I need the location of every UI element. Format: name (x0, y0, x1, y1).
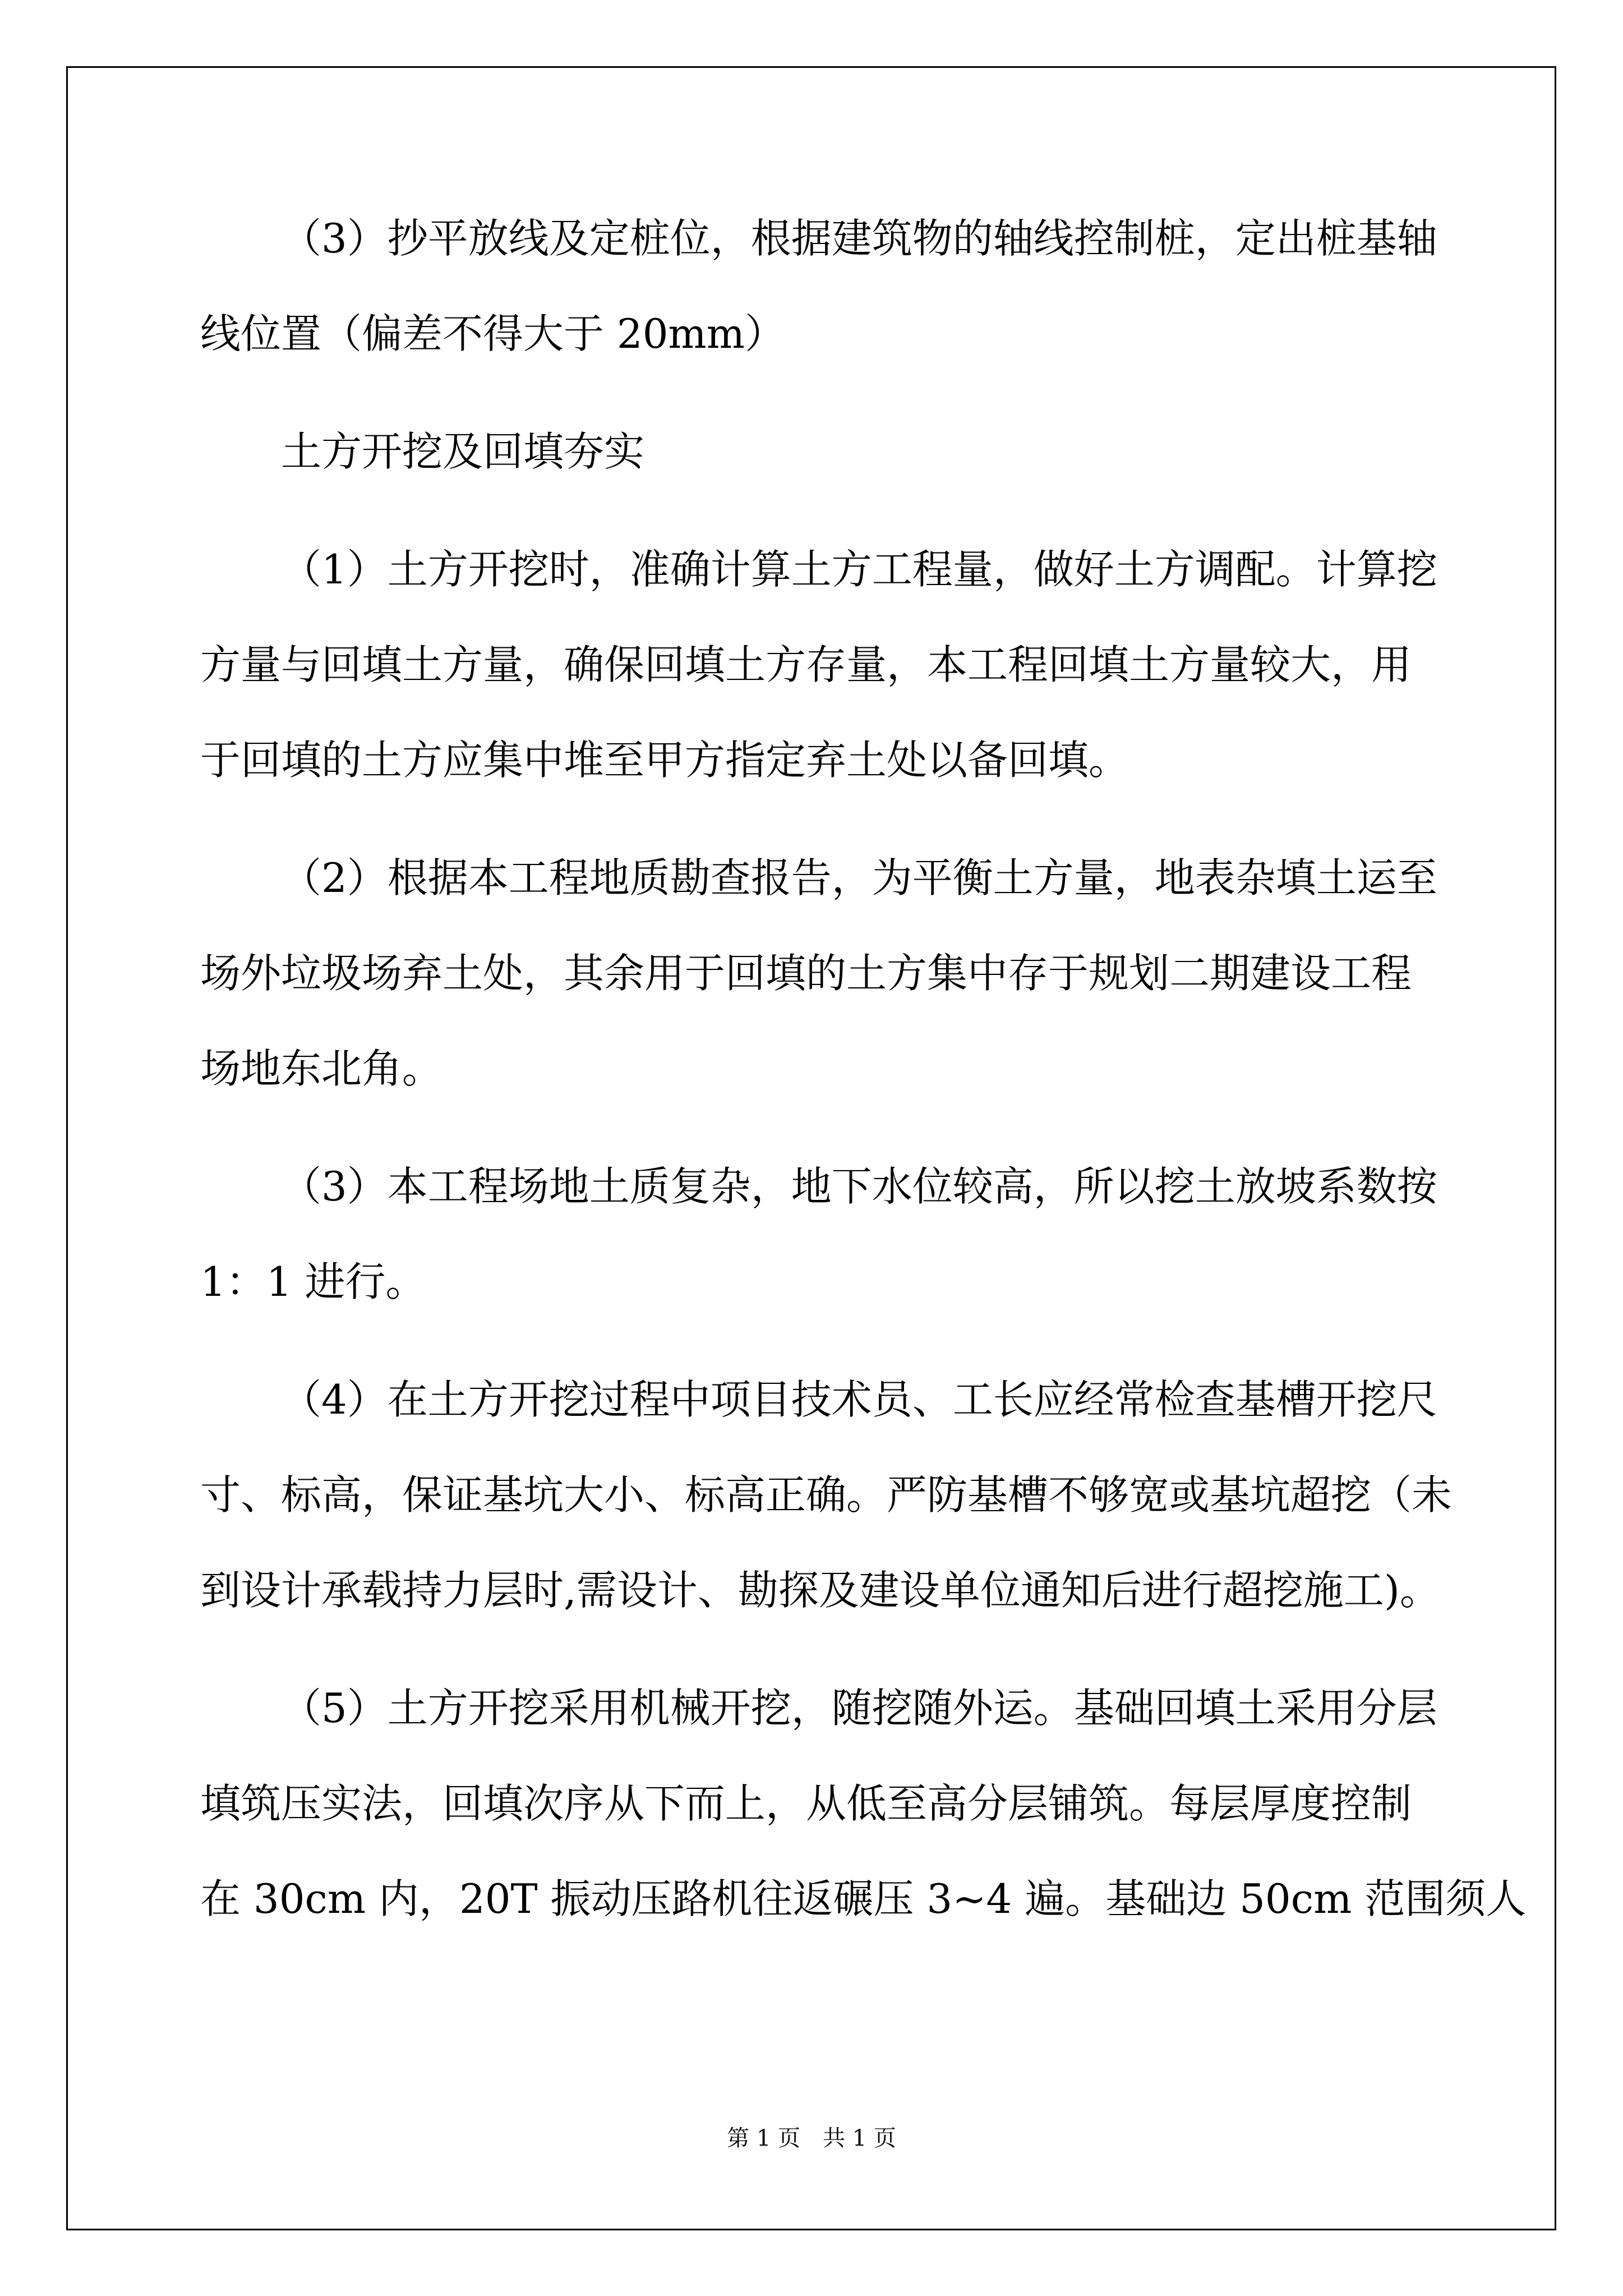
text-line: （4）在土方开挖过程中项目技术员、工长应经常检查基槽开挖尺 (281, 1376, 1437, 1423)
text-line: 到设计承载持力层时,需设计、勘探及建设单位通知后进行超挖施工)。 (200, 1567, 1440, 1614)
text-line: 寸、标高，保证基坑大小、标高正确。严防基槽不够宽或基坑超挖（未 (200, 1471, 1453, 1519)
text-line: （5）土方开挖采用机械开挖，随挖随外运。基础回填土采用分层 (281, 1685, 1437, 1732)
text-line: （1）土方开挖时，准确计算土方工程量，做好土方调配。计算挖 (281, 546, 1437, 593)
text-line: （3）本工程场地土质复杂，地下水位较高，所以挖土放坡系数按 (281, 1163, 1437, 1210)
text-line: 场地东北角。 (200, 1045, 443, 1092)
text-line: （2）根据本工程地质勘查报告，为平衡土方量，地表杂填土运至 (281, 854, 1437, 901)
text-line: 于回填的土方应集中堆至甲方指定弃土处以备回填。 (200, 737, 1129, 784)
text-line: 方量与回填土方量，确保回填土方存量，本工程回填土方量较大，用 (200, 641, 1412, 688)
text-line: 线位置（偏差不得大于 20mm） (200, 310, 786, 357)
text-line: （3）抄平放线及定桩位，根据建筑物的轴线控制桩，定出桩基轴 (281, 215, 1437, 262)
text-line: 场外垃圾场弃土处，其余用于回填的土方集中存于规划二期建设工程 (200, 950, 1412, 997)
section-heading: 土方开挖及回填夯实 (281, 428, 645, 475)
text-line: 在 30cm 内，20T 振动压路机往返碾压 3~4 遍。基础边 50cm 范围须人 (200, 1875, 1527, 1922)
text-line: 1：1 进行。 (200, 1258, 426, 1305)
text-line: 填筑压实法，回填次序从下而上，从低至高分层铺筑。每层厚度控制 (200, 1780, 1412, 1827)
page-footer: 第 1 页 共 1 页 (727, 2125, 896, 2151)
